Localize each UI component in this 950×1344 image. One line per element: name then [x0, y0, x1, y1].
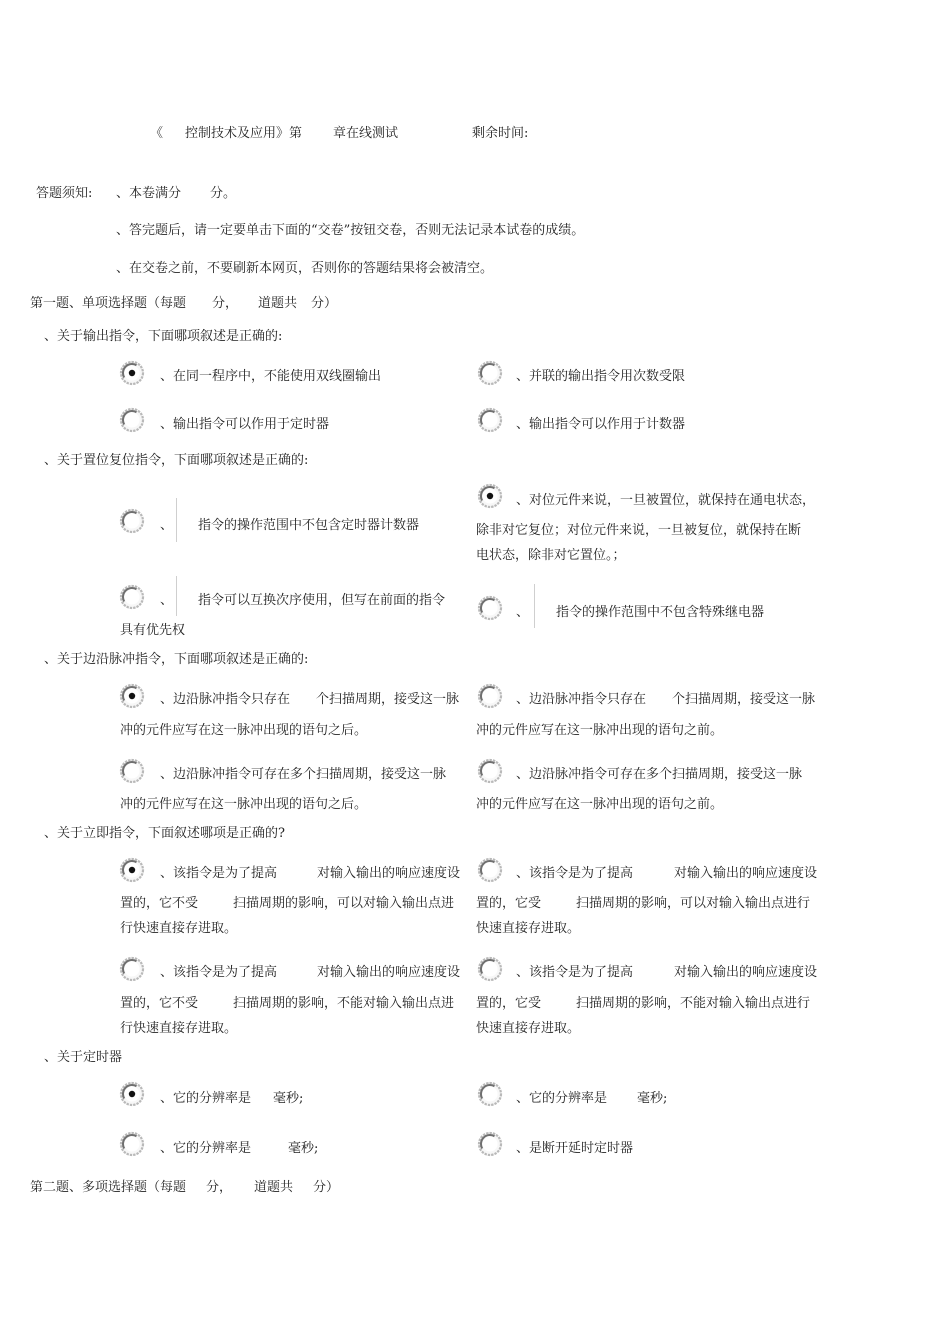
section1-a: 第一题、单项选择题（每题	[30, 296, 187, 311]
q5-option-c-label: 、它的分辨率是	[160, 1141, 252, 1156]
q2-option-c-prefix: 、	[160, 593, 174, 608]
q1-option-d-radio[interactable]	[477, 407, 503, 433]
q3-option-c-line1: 、边沿脉冲指令可存在多个扫描周期，接受这一脉	[160, 767, 447, 782]
title-part2: 控制技术及应用》第	[185, 126, 303, 141]
q4-option-a-radio-selected[interactable]	[119, 857, 145, 883]
q1-option-a-label: 、在同一程序中，不能使用双线圈输出	[160, 369, 382, 384]
q5-option-a-unit: 毫秒;	[273, 1091, 304, 1106]
q4-option-b-line1: 、该指令是为了提高	[516, 866, 634, 881]
q4-option-c-line2b: 扫描周期的影响，不能对输入输出点进	[233, 996, 455, 1011]
q2-option-d-prefix: 、	[516, 605, 530, 620]
q3-option-d-radio[interactable]	[477, 758, 503, 784]
q3-option-a-radio-selected[interactable]	[119, 683, 145, 709]
q4-option-a-line1: 、该指令是为了提高	[160, 866, 278, 881]
notice-line1-a: 、本卷满分	[116, 186, 182, 201]
q1-option-d-label: 、输出指令可以作用于计数器	[516, 417, 686, 432]
q2-option-a-prefix: 、	[160, 518, 174, 533]
section1-b: 分，	[212, 296, 239, 311]
notice-line2: 、答完题后，请一定要单击下面的“交卷”按钮交卷，否则无法记录本试卷的成绩。	[116, 223, 585, 238]
q1-stem: 、关于输出指令，下面哪项叙述是正确的:	[44, 329, 283, 344]
q3-stem: 、关于边沿脉冲指令，下面哪项叙述是正确的:	[44, 652, 309, 667]
q2-option-d-label: 指令的操作范围中不包含特殊继电器	[556, 605, 765, 620]
q4-option-c-radio[interactable]	[119, 956, 145, 982]
q2-option-d-radio[interactable]	[477, 595, 503, 621]
q3-option-b-line2: 冲的元件应写在这一脉冲出现的语句之前。	[476, 723, 724, 738]
q5-option-c-radio[interactable]	[119, 1131, 145, 1157]
divider	[534, 584, 535, 628]
q3-option-b-line1: 、边沿脉冲指令只存在	[516, 692, 647, 707]
section2-c: 道题共	[254, 1180, 294, 1195]
q2-option-b-line1: 、对位元件来说，一旦被置位，就保持在通电状态，	[516, 493, 816, 508]
q1-option-c-radio[interactable]	[119, 407, 145, 433]
q4-option-b-line3: 快速直接存进取。	[476, 921, 581, 936]
q4-option-a-line2b: 扫描周期的影响，可以对输入输出点进	[233, 896, 455, 911]
q5-stem: 、关于定时器	[44, 1050, 123, 1065]
q2-option-c-radio[interactable]	[119, 584, 145, 610]
section2-b: 分，	[206, 1180, 233, 1195]
section1-d: 分）	[311, 296, 338, 311]
q5-option-b-radio[interactable]	[477, 1081, 503, 1107]
section2-d: 分）	[313, 1180, 340, 1195]
notice-line1-b: 分。	[210, 186, 237, 201]
q2-option-c-line1: 指令可以互换次序使用，但写在前面的指令	[198, 593, 446, 608]
q4-option-d-line2: 置的，它受	[476, 996, 542, 1011]
q4-stem: 、关于立即指令，下面叙述哪项是正确的?	[44, 826, 285, 841]
notice-line3: 、在交卷之前，不要刷新本网页，否则你的答题结果将会被清空。	[116, 261, 494, 276]
q2-option-b-line2: 除非对它复位；对位元件来说，一旦被复位，就保持在断	[476, 523, 802, 538]
q3-option-b-line1b: 个扫描周期，接受这一脉	[672, 692, 816, 707]
q5-option-c-unit: 毫秒;	[288, 1141, 319, 1156]
notice-label: 答题须知:	[36, 186, 93, 201]
q5-option-b-label: 、它的分辨率是	[516, 1091, 608, 1106]
title-part1: 《	[150, 126, 164, 141]
q4-option-d-line1: 、该指令是为了提高	[516, 965, 634, 980]
q5-option-a-radio-selected[interactable]	[119, 1081, 145, 1107]
q4-option-c-line3: 行快速直接存进取。	[120, 1021, 238, 1036]
section2-title	[30, 1176, 339, 1195]
q5-option-d-label: 、是断开延时定时器	[516, 1141, 634, 1156]
divider	[176, 498, 177, 542]
q4-option-c-line1: 、该指令是为了提高	[160, 965, 278, 980]
section1-c: 道题共	[258, 296, 298, 311]
q2-option-a-radio[interactable]	[119, 508, 145, 534]
q3-option-c-radio[interactable]	[119, 758, 145, 784]
q3-option-a-line1b: 个扫描周期，接受这一脉	[316, 692, 460, 707]
q4-option-c-line2: 置的，它不受	[120, 996, 199, 1011]
q3-option-a-line1: 、边沿脉冲指令只存在	[160, 692, 291, 707]
q1-option-a-radio-selected[interactable]	[119, 360, 145, 386]
q4-option-d-line3: 快速直接存进取。	[476, 1021, 581, 1036]
q3-option-b-radio[interactable]	[477, 683, 503, 709]
q2-stem: 、关于置位复位指令，下面哪项叙述是正确的:	[44, 453, 309, 468]
q4-option-a-line1b: 对输入输出的响应速度设	[317, 866, 461, 881]
q3-option-c-line2: 冲的元件应写在这一脉冲出现的语句之后。	[120, 797, 368, 812]
title-part3: 章在线测试	[333, 126, 399, 141]
q2-option-c-line2: 具有优先权	[120, 623, 186, 638]
q1-option-b-label: 、并联的输出指令用次数受限	[516, 369, 686, 384]
q2-option-b-line3: 电状态，除非对它置位。；	[476, 548, 626, 563]
q2-option-a-label: 指令的操作范围中不包含定时器计数器	[198, 518, 420, 533]
q1-option-b-radio[interactable]	[477, 360, 503, 386]
q4-option-d-line1b: 对输入输出的响应速度设	[674, 965, 818, 980]
section1-title	[30, 292, 337, 311]
q3-option-d-line1: 、边沿脉冲指令可存在多个扫描周期，接受这一脉	[516, 767, 803, 782]
q4-option-c-line1b: 对输入输出的响应速度设	[317, 965, 461, 980]
remaining-time-label: 剩余时间:	[472, 126, 529, 141]
divider	[176, 576, 177, 616]
q4-option-a-line2: 置的，它不受	[120, 896, 199, 911]
q4-option-b-line2: 置的，它受	[476, 896, 542, 911]
q5-option-d-radio[interactable]	[477, 1131, 503, 1157]
section2-a: 第二题、多项选择题（每题	[30, 1180, 187, 1195]
q1-option-c-label: 、输出指令可以作用于定时器	[160, 417, 330, 432]
q3-option-d-line2: 冲的元件应写在这一脉冲出现的语句之前。	[476, 797, 724, 812]
q5-option-a-label: 、它的分辨率是	[160, 1091, 252, 1106]
q4-option-d-radio[interactable]	[477, 956, 503, 982]
q4-option-b-radio[interactable]	[477, 857, 503, 883]
q3-option-a-line2: 冲的元件应写在这一脉冲出现的语句之后。	[120, 723, 368, 738]
q4-option-b-line2b: 扫描周期的影响，可以对输入输出点进行	[576, 896, 811, 911]
q4-option-a-line3: 行快速直接存进取。	[120, 921, 238, 936]
q4-option-b-line1b: 对输入输出的响应速度设	[674, 866, 818, 881]
q2-option-b-radio-selected[interactable]	[477, 483, 503, 509]
q5-option-b-unit: 毫秒;	[637, 1091, 668, 1106]
q4-option-d-line2b: 扫描周期的影响，不能对输入输出点进行	[576, 996, 811, 1011]
